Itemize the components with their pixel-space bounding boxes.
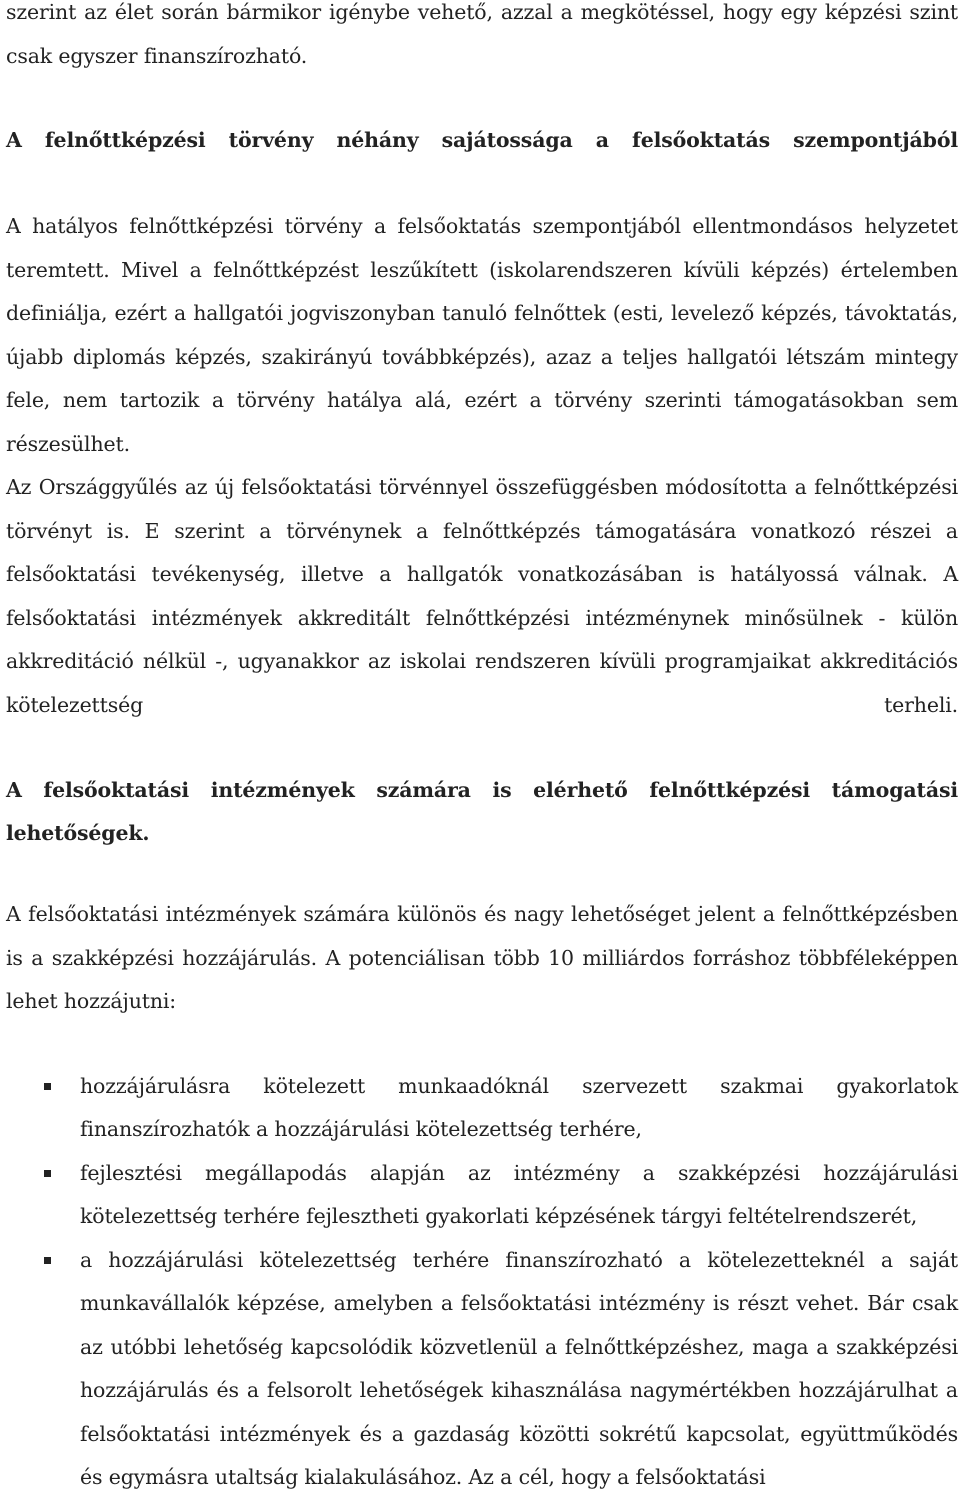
list-item — [6, 1239, 958, 1500]
square-bullet-icon — [44, 1257, 51, 1264]
bullet-list — [6, 1065, 958, 1500]
section-heading-felnottkepzesi-torveny: A felnőttképzési törvény néhány sajátossága a felsőoktatás szempontjából — [6, 128, 958, 152]
section-heading-tamogatasi-lehetosegek: A felsőoktatási intézmények számára is elérhető felnőttképzési támogatási lehetőségek. — [6, 778, 958, 845]
list-item — [6, 1152, 958, 1239]
list-item — [6, 1065, 958, 1152]
paragraph-intro-fragment: szerint az élet során bármikor igénybe vehető, azzal a megkötéssel, hogy egy képzési szint csak egyszer finanszírozható. — [6, 0, 958, 68]
square-bullet-icon — [44, 1170, 51, 1177]
list-item-text: hozzájárulásra kötelezett munkaadóknál szervezett szakmai gyakorlatok finanszírozhatók a hozzájárulási kötelezettség terhére, — [80, 1073, 958, 1141]
square-bullet-icon — [44, 1083, 51, 1090]
paragraph-orszaggyules: Az Országgyűlés az új felsőoktatási törvénnyel összefüggésben módosította a felnőttképzési törvényt is. E szerint a törvénynek a felnőttképzés támogatására vonatkozó részei a felsőoktatási tevékenység, illetve a hallgatók vonatkozásában is hatályossá válnak. A felsőoktatási intézmények akkreditált felnőttképzési intézménynek minősülnek - külön akkreditáció nélkül -, ugyanakkor az iskolai rendszeren kívüli programjaikat akkreditációs kötelezettség terheli. — [6, 475, 958, 717]
list-item-text: fejlesztési megállapodás alapján az intézmény a szakképzési hozzájárulási kötelezettség terhére fejlesztheti gyakorlati képzésének tárgyi feltételrendszerét, — [80, 1160, 958, 1228]
paragraph-hatalyos-torveny: A hatályos felnőttképzési törvény a felsőoktatás szempontjából ellentmondásos helyzetet teremtett. Mivel a felnőttképzést leszűkített (iskolarendszeren kívüli képzés) értelemben definiálja, ezért a hallgatói jogviszonyban tanuló felnőttek (esti, levelező képzés, távoktatás, újabb diplomás képzés, szakirányú továbbképzés), azaz a teljes hallgatói létszám mintegy fele, nem tartozik a törvény hatálya alá, ezért a törvény szerinti támogatásokban sem részesülhet. — [6, 214, 958, 456]
paragraph-szakkepzesi-hozzajarulas: A felsőoktatási intézmények számára különös és nagy lehetőséget jelent a felnőttképzésben is a szakképzési hozzájárulás. A potenciálisan több 10 milliárdos forráshoz többféleképpen lehet hozzájutni: — [6, 902, 958, 1013]
list-item-text: a hozzájárulási kötelezettség terhére finanszírozható a kötelezetteknél a saját munkavállalók képzése, amelyben a felsőoktatási intézmény is részt vehet. Bár csak az utóbbi lehetőség kapcsolódik közvetlenül a felnőttképzéshez, maga a szakképzési hozzájárulás és a felsorolt lehetőségek kihasználása nagymértékben hozzájárulhat a felsőoktatási intézmények és a gazdaság közötti sokrétű kapcsolat, együttműködés és egymásra utaltság kialakulásához. Az a cél, hogy a felsőoktatási — [80, 1247, 958, 1489]
